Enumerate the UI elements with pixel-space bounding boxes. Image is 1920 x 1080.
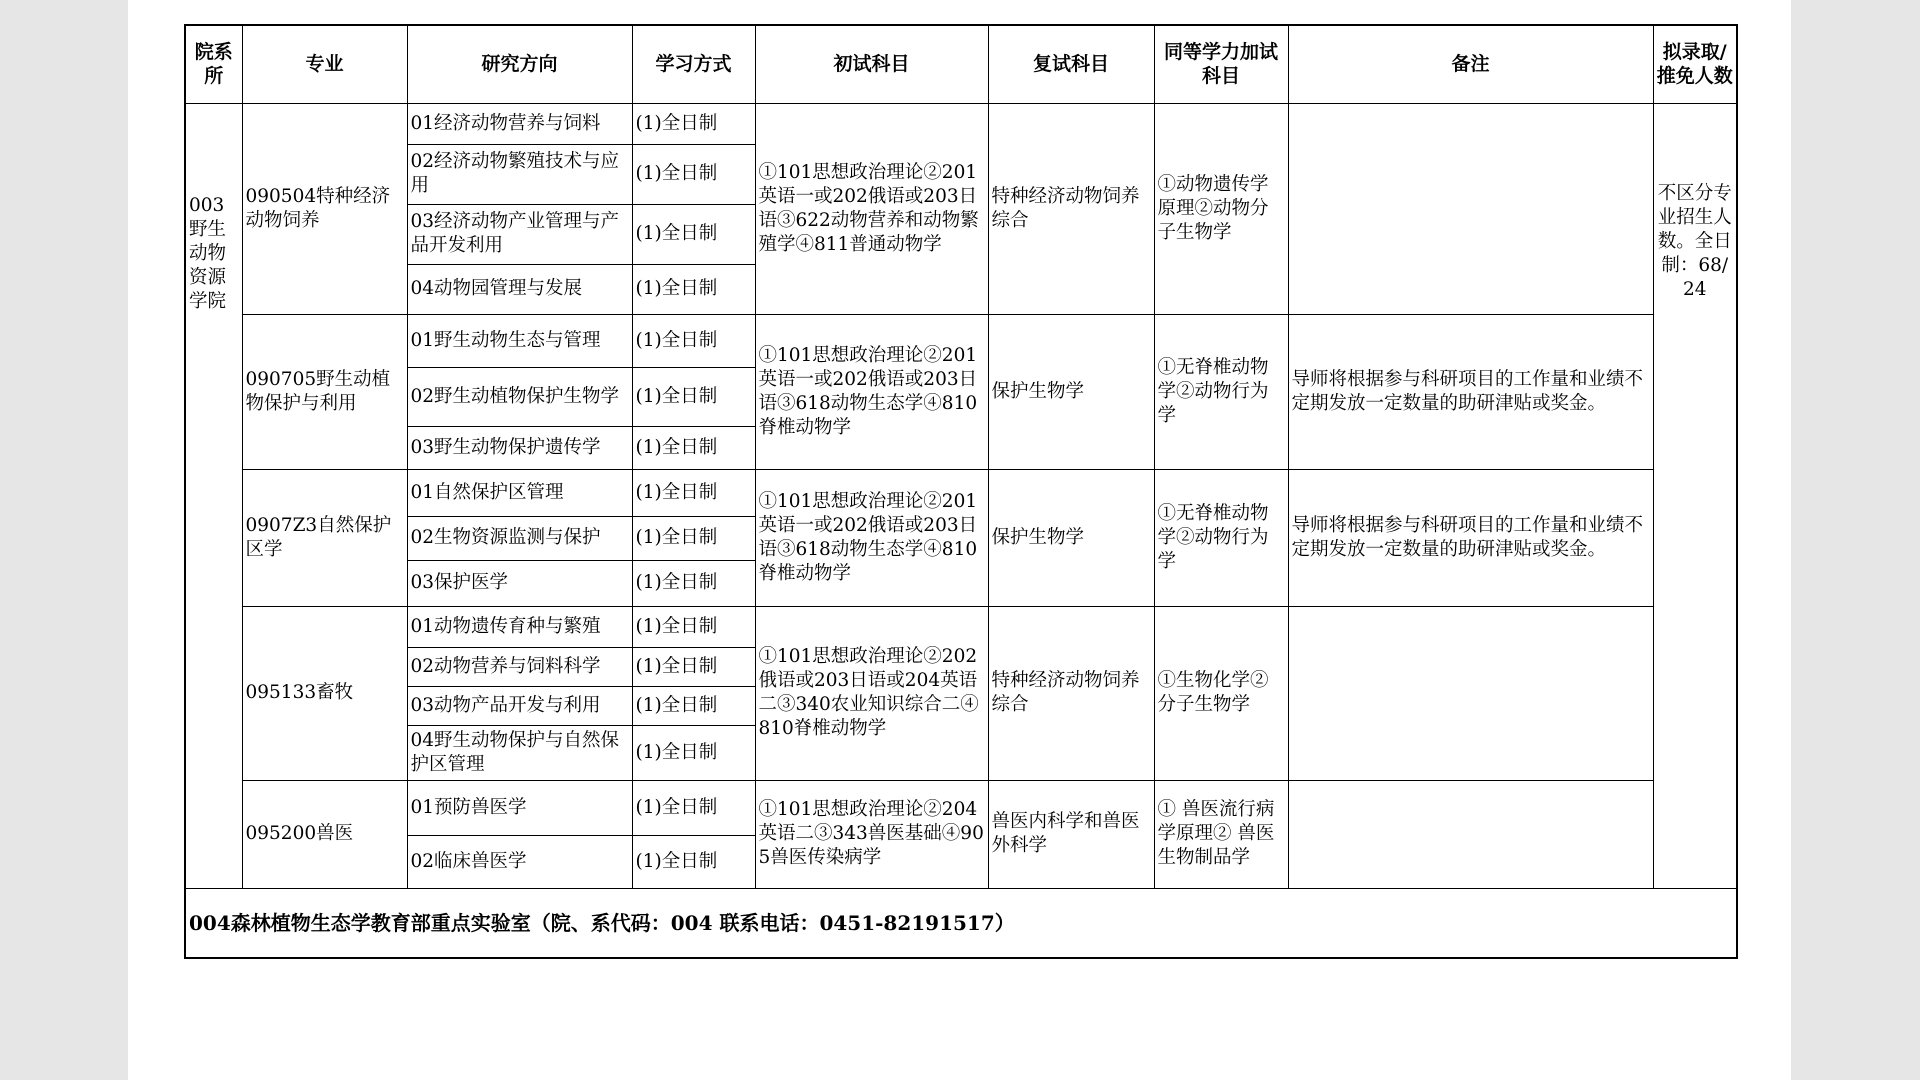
retest-subjects: 兽医内科学和兽医外科学 <box>988 780 1154 888</box>
study-mode: (1)全日制 <box>632 314 755 367</box>
equivalent-exam-subjects: ①动物遗传学原理②动物分子生物学 <box>1154 103 1288 314</box>
direction-name: 03野生动物保护遗传学 <box>407 426 632 469</box>
study-mode: (1)全日制 <box>632 686 755 725</box>
study-mode: (1)全日制 <box>632 264 755 314</box>
table-row <box>185 469 1737 516</box>
equivalent-exam-subjects: ①无脊椎动物学②动物行为学 <box>1154 314 1288 469</box>
study-mode: (1)全日制 <box>632 516 755 560</box>
remarks-cell <box>1288 103 1653 314</box>
direction-name: 01自然保护区管理 <box>407 469 632 516</box>
study-mode: (1)全日制 <box>632 144 755 204</box>
direction-name: 03动物产品开发与利用 <box>407 686 632 725</box>
major-name: 095200兽医 <box>242 780 407 888</box>
direction-name: 01野生动物生态与管理 <box>407 314 632 367</box>
table-row <box>185 606 1737 647</box>
remarks-cell <box>1288 780 1653 888</box>
remarks-cell: 导师将根据参与科研项目的工作量和业绩不定期发放一定数量的助研津贴或奖金。 <box>1288 314 1653 469</box>
header-mode: 学习方式 <box>632 25 755 103</box>
study-mode: (1)全日制 <box>632 204 755 264</box>
study-mode: (1)全日制 <box>632 606 755 647</box>
table-row <box>185 314 1737 367</box>
direction-name: 03经济动物产业管理与产品开发利用 <box>407 204 632 264</box>
initial-exam-subjects: ①101思想政治理论②204英语二③343兽医基础④905兽医传染病学 <box>755 780 988 888</box>
retest-subjects: 保护生物学 <box>988 469 1154 606</box>
study-mode: (1)全日制 <box>632 469 755 516</box>
document-page <box>128 0 1791 1080</box>
study-mode: (1)全日制 <box>632 426 755 469</box>
study-mode: (1)全日制 <box>632 367 755 426</box>
retest-subjects: 保护生物学 <box>988 314 1154 469</box>
header-initial-exam: 初试科目 <box>755 25 988 103</box>
direction-name: 01经济动物营养与饲料 <box>407 103 632 144</box>
header-direction: 研究方向 <box>407 25 632 103</box>
direction-name: 02动物营养与饲料科学 <box>407 647 632 686</box>
retest-subjects: 特种经济动物饲养综合 <box>988 606 1154 780</box>
direction-name: 02生物资源监测与保护 <box>407 516 632 560</box>
section-heading: 004森林植物生态学教育部重点实验室（院、系代码：004 联系电话：0451-82191517） <box>185 888 1737 958</box>
college-cell: 003野生动物资源学院 <box>185 103 242 888</box>
study-mode: (1)全日制 <box>632 835 755 888</box>
direction-name: 03保护医学 <box>407 560 632 606</box>
study-mode: (1)全日制 <box>632 780 755 835</box>
header-college: 院系所 <box>185 25 242 103</box>
enrollment-table <box>184 24 1738 959</box>
table-row <box>185 888 1737 958</box>
retest-subjects: 特种经济动物饲养综合 <box>988 103 1154 314</box>
initial-exam-subjects: ①101思想政治理论②201英语一或202俄语或203日语③618动物生态学④810脊椎动物学 <box>755 469 988 606</box>
remarks-cell: 导师将根据参与科研项目的工作量和业绩不定期发放一定数量的助研津贴或奖金。 <box>1288 469 1653 606</box>
table-row <box>185 780 1737 835</box>
equivalent-exam-subjects: ① 兽医流行病学原理② 兽医生物制品学 <box>1154 780 1288 888</box>
direction-name: 01预防兽医学 <box>407 780 632 835</box>
direction-name: 04动物园管理与发展 <box>407 264 632 314</box>
remarks-cell <box>1288 606 1653 780</box>
direction-name: 01动物遗传育种与繁殖 <box>407 606 632 647</box>
header-major: 专业 <box>242 25 407 103</box>
major-name: 090504特种经济动物饲养 <box>242 103 407 314</box>
table-row <box>185 103 1737 144</box>
major-name: 0907Z3自然保护区学 <box>242 469 407 606</box>
major-name: 095133畜牧 <box>242 606 407 780</box>
direction-name: 02经济动物繁殖技术与应用 <box>407 144 632 204</box>
header-quota: 拟录取/推免人数 <box>1653 25 1737 103</box>
initial-exam-subjects: ①101思想政治理论②201英语一或202俄语或203日语③618动物生态学④810脊椎动物学 <box>755 314 988 469</box>
equivalent-exam-subjects: ①无脊椎动物学②动物行为学 <box>1154 469 1288 606</box>
equivalent-exam-subjects: ①生物化学②分子生物学 <box>1154 606 1288 780</box>
study-mode: (1)全日制 <box>632 560 755 606</box>
study-mode: (1)全日制 <box>632 725 755 780</box>
direction-name: 04野生动物保护与自然保护区管理 <box>407 725 632 780</box>
quota-cell: 不区分专业招生人数。全日制：68/24 <box>1653 103 1737 888</box>
major-name: 090705野生动植物保护与利用 <box>242 314 407 469</box>
header-retest: 复试科目 <box>988 25 1154 103</box>
direction-name: 02临床兽医学 <box>407 835 632 888</box>
initial-exam-subjects: ①101思想政治理论②201英语一或202俄语或203日语③622动物营养和动物繁殖学④811普通动物学 <box>755 103 988 314</box>
header-row <box>185 25 1737 103</box>
direction-name: 02野生动植物保护生物学 <box>407 367 632 426</box>
study-mode: (1)全日制 <box>632 647 755 686</box>
header-equivalent-exam: 同等学力加试科目 <box>1154 25 1288 103</box>
initial-exam-subjects: ①101思想政治理论②202俄语或203日语或204英语二③340农业知识综合二④810脊椎动物学 <box>755 606 988 780</box>
header-remarks: 备注 <box>1288 25 1653 103</box>
study-mode: (1)全日制 <box>632 103 755 144</box>
